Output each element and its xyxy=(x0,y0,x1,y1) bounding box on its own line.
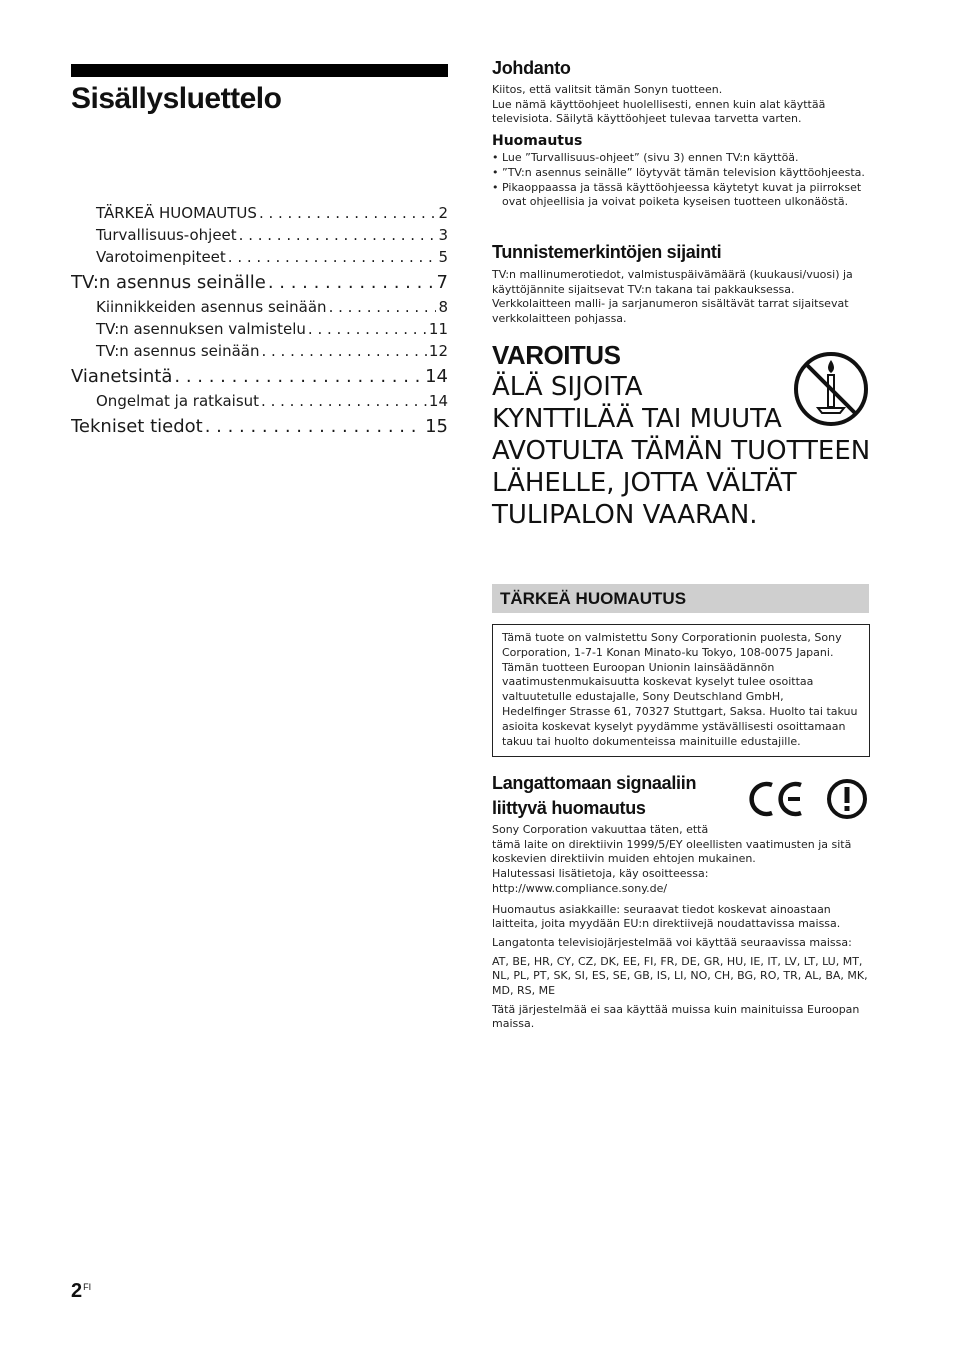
important-notice-box xyxy=(492,624,870,757)
toc-entry-page: 8 xyxy=(438,298,448,316)
toc-entry-page: 12 xyxy=(428,342,448,360)
note-heading: Huomautus xyxy=(492,133,583,150)
notice-line: Tämän tuotteen Euroopan Unionin lainsäädännön xyxy=(502,660,775,674)
wireless-line: koskevien direktiivin muiden ehtojen mukainen. xyxy=(492,852,756,866)
page-language: FI xyxy=(83,1282,92,1292)
toc-entry[interactable] xyxy=(71,296,448,318)
wireless-declaration xyxy=(492,823,870,897)
warning-line: ÄLÄ SIJOITA xyxy=(492,372,643,402)
toc-section-page: 7 xyxy=(436,272,448,293)
toc-entry-page: 5 xyxy=(438,248,448,266)
toc-section-label: Vianetsintä xyxy=(71,366,173,387)
compliance-link[interactable]: http://www.compliance.sony.de/ xyxy=(492,881,668,895)
page-number xyxy=(71,1280,91,1303)
note-item: • Pikaoppaassa ja tässä käyttöohjeessa käytetyt kuvat ja piirrokset ovat ohjeellisia ja voivat poiketa kyseisen tuotteen ulkonäöstä. xyxy=(492,181,870,210)
notice-line: Corporation, 1-7-1 Konan Minato-ku Tokyo, 108-0075 Japani. xyxy=(502,645,834,659)
label-location-line-2: Verkkolaitteen malli- ja sarjanumeron sisältävät tarrat sijaitsevat verkkolaitteen pohjassa. xyxy=(492,297,849,326)
toc-entry[interactable] xyxy=(71,202,448,224)
toc-entry-label: Turvallisuus-ohjeet xyxy=(96,226,237,244)
intro-line-1: Kiitos, että valitsit tämän Sonyn tuotteen. xyxy=(492,83,723,96)
warning-line: AVOTULTA TÄMÄN TUOTTEEN xyxy=(492,436,871,466)
intro-section xyxy=(492,58,870,210)
notice-line: takuu tai huolto dokumenteissa mainituille edustajille. xyxy=(502,734,801,748)
wireless-heading xyxy=(492,771,732,821)
toc-entry[interactable] xyxy=(71,246,448,268)
important-notice-heading: TÄRKEÄ HUOMAUTUS xyxy=(492,584,869,613)
no-candle-icon xyxy=(792,350,870,428)
warning-heading: VAROITUS xyxy=(492,340,621,370)
toc-entry[interactable] xyxy=(71,318,448,340)
page-title: Sisällysluettelo xyxy=(71,82,282,115)
toc-section-label: TV:n asennus seinälle xyxy=(71,272,266,293)
toc-section-page: 14 xyxy=(425,366,448,387)
toc-section[interactable] xyxy=(71,364,448,390)
label-location-heading: Tunnistemerkintöjen sijainti xyxy=(492,242,722,262)
label-location-line-1: TV:n mallinumerotiedot, valmistuspäivämäärä (kuukausi/vuosi) ja käyttöjännite sijaitsevat TV:n takana tai pakkauksessa. xyxy=(492,268,853,296)
alert-icon xyxy=(826,778,868,820)
toc-entry-page: 2 xyxy=(438,204,448,222)
toc-entry-label: Ongelmat ja ratkaisut xyxy=(96,392,260,410)
toc-entry-label: Varotoimenpiteet xyxy=(96,248,226,266)
notice-line: valtuutetulle edustajalle, Sony Deutschland GmbH, xyxy=(502,690,784,704)
note-item: • Lue ”Turvallisuus-ohjeet” (sivu 3) ennen TV:n käyttöä. xyxy=(492,151,870,166)
table-of-contents xyxy=(71,202,448,440)
toc-entry-label: TV:n asennuksen valmistelu xyxy=(96,320,306,338)
page-number-value: 2 xyxy=(71,1280,83,1302)
ce-mark-icon xyxy=(748,779,804,819)
notice-line: vaatimustenmukaisuutta koskevat kyselyt tulee osoittaa xyxy=(502,675,814,689)
notice-line: Tämä tuote on valmistettu Sony Corporationin puolesta, Sony xyxy=(502,631,842,644)
wireless-line: Sony Corporation vakuuttaa täten, että xyxy=(492,823,709,836)
intro-line-2: Lue nämä käyttöohjeet huolellisesti, ennen kuin alat käyttää televisiota. Säilytä käyttöohjeet tulevaa tarvetta varten. xyxy=(492,97,826,126)
intro-heading: Johdanto xyxy=(492,58,571,78)
wireless-restriction: Tätä järjestelmää ei saa käyttää muissa kuin mainituissa Euroopan maissa. xyxy=(492,1002,860,1031)
toc-section[interactable] xyxy=(71,414,448,440)
wireless-line: tämä laite on direktiivin 1999/5/EY oleellisten vaatimusten ja sitä xyxy=(492,837,852,851)
toc-section[interactable] xyxy=(71,270,448,296)
toc-entry-page: 3 xyxy=(438,226,448,244)
toc-section-page: 15 xyxy=(425,416,448,437)
toc-entry[interactable] xyxy=(71,340,448,362)
wireless-heading-line-1: Langattomaan signaaliin xyxy=(492,773,697,793)
note-item: • ”TV:n asennus seinälle” löytyvät tämän television käyttöohjeesta. xyxy=(492,166,870,181)
toc-entry-label: Kiinnikkeiden asennus seinään xyxy=(96,298,327,316)
toc-entry-label: TV:n asennus seinään xyxy=(96,342,260,360)
wireless-body xyxy=(492,823,870,1036)
wireless-customer-note: Huomautus asiakkaille: seuraavat tiedot koskevat ainoastaan laitteita, joita myydään EU:n direktiivejä noudattavissa maissa. xyxy=(492,902,841,931)
wireless-heading-line-2: liittyvä huomautus xyxy=(492,798,646,818)
wireless-country-list: AT, BE, HR, CY, CZ, DK, EE, FI, FR, DE, GR, HU, IE, IT, LV, LT, LU, MT, NL, PL, PT, SK, SI, ES, SE, GB, IS, LI, NO, CH, BG, RO, TR, AL, BA, MK, MD, RS, ME xyxy=(492,954,868,998)
label-location-section xyxy=(492,242,870,327)
toc-entry-page: 11 xyxy=(428,320,448,338)
wireless-line: Halutessasi lisätietoja, käy osoitteessa: xyxy=(492,867,709,881)
warning-line: TULIPALON VAARAN. xyxy=(492,500,758,530)
title-rule xyxy=(71,64,448,77)
toc-entry-page: 14 xyxy=(428,392,448,410)
toc-section-label: Tekniset tiedot xyxy=(71,416,203,437)
toc-entry-label: TÄRKEÄ HUOMAUTUS xyxy=(96,204,257,222)
warning-line: KYNTTILÄÄ TAI MUUTA xyxy=(492,404,782,434)
wireless-usage-intro: Langatonta televisiojärjestelmää voi käyttää seuraavissa maissa: xyxy=(492,935,852,949)
toc-entry[interactable] xyxy=(71,390,448,412)
warning-line: LÄHELLE, JOTTA VÄLTÄT xyxy=(492,468,797,498)
notice-line: asioita koskevat kyselyt pyydämme ystävällisesti osoittamaan xyxy=(502,719,846,733)
note-list xyxy=(492,151,870,210)
notice-line: Hedelfinger Strasse 61, 70327 Stuttgart, Saksa. Huolto tai takuu xyxy=(502,704,858,718)
toc-entry[interactable] xyxy=(71,224,448,246)
